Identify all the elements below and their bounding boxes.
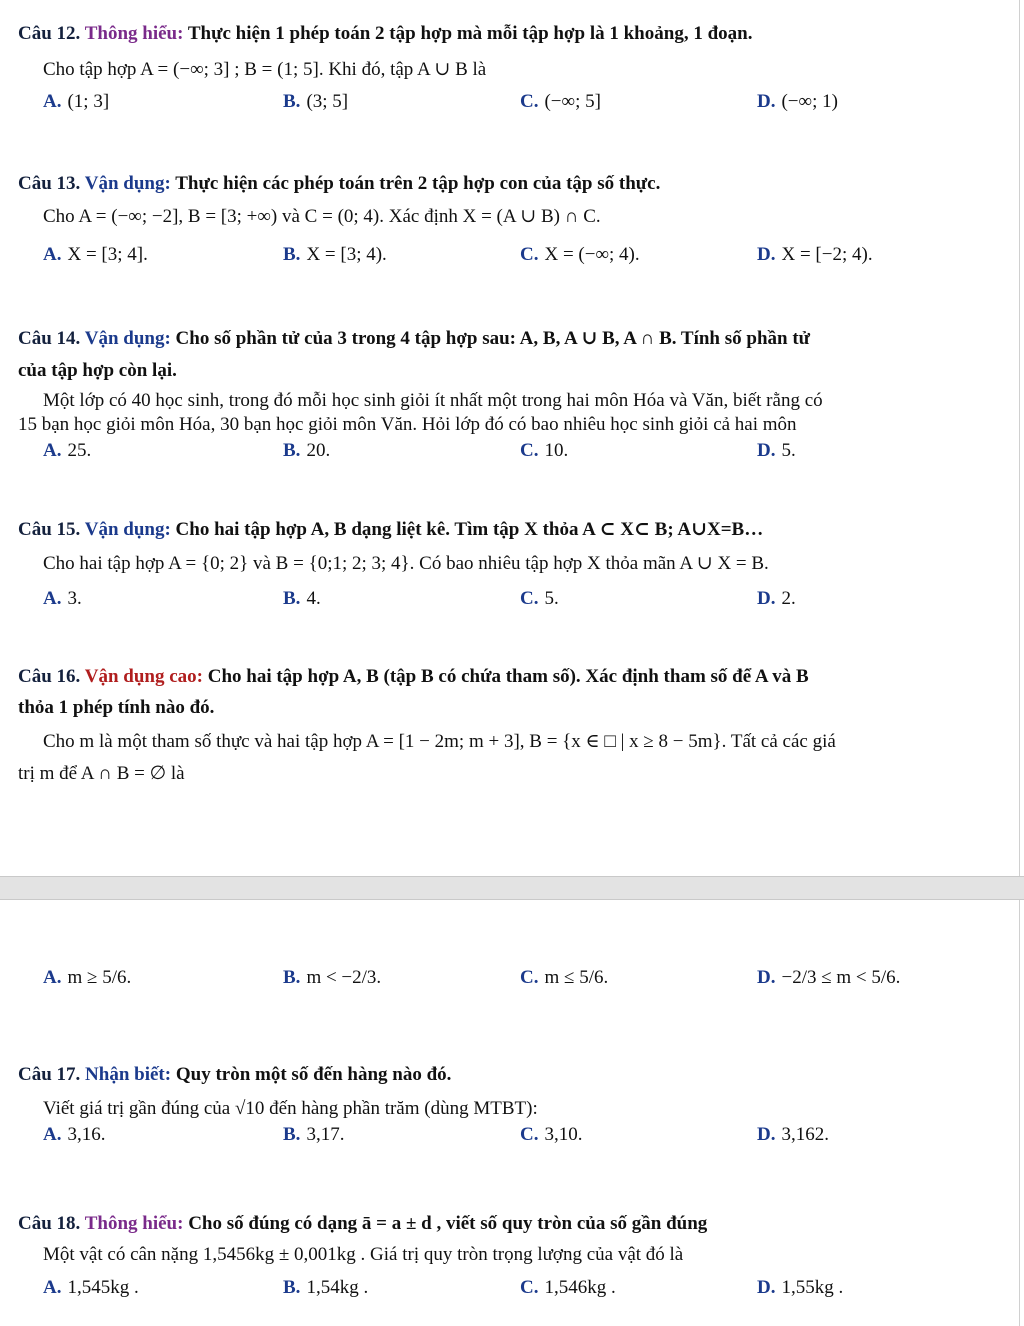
question-18-body: Một vật có cân nặng 1,5456kg ± 0,001kg . Giá trị quy tròn trọng lượng của vật đó là xyxy=(43,1244,684,1265)
option-letter: C. xyxy=(520,244,539,265)
option-letter: B. xyxy=(283,440,301,461)
option-text: m ≤ 5/6. xyxy=(544,967,609,988)
option-letter: B. xyxy=(283,967,301,988)
question-level: Vận dụng cao: xyxy=(84,666,203,687)
option-letter: A. xyxy=(43,244,62,265)
question-13-title xyxy=(18,172,660,196)
question-14-title xyxy=(18,327,810,351)
question-number: Câu 13. xyxy=(18,173,81,194)
question-number: Câu 14. xyxy=(18,328,81,349)
question-18-title xyxy=(18,1212,707,1236)
option-letter: D. xyxy=(757,440,776,461)
option-letter: C. xyxy=(520,1124,539,1145)
question-15-title xyxy=(18,518,763,542)
question-12-option-d[interactable] xyxy=(757,90,838,114)
question-16-option-b[interactable] xyxy=(283,966,381,990)
option-letter: D. xyxy=(757,1277,776,1298)
question-14-body-line-1: Một lớp có 40 học sinh, trong đó mỗi học sinh giỏi ít nhất một trong hai môn Hóa và Văn, biết rằng có xyxy=(43,390,823,411)
option-text: 3,16. xyxy=(67,1124,106,1145)
option-text: m ≥ 5/6. xyxy=(67,967,132,988)
option-text: 25. xyxy=(67,440,92,461)
question-12-title xyxy=(18,22,752,46)
question-14-option-a[interactable] xyxy=(43,439,91,463)
option-letter: C. xyxy=(520,1277,539,1298)
question-topic: Cho số đúng có dạng ā = a ± d , viết số quy tròn của số gần đúng xyxy=(183,1213,708,1234)
option-text: (1; 3] xyxy=(67,91,110,112)
question-15-option-c[interactable] xyxy=(520,587,559,611)
option-text: 2. xyxy=(781,588,796,609)
question-level: Thông hiểu: xyxy=(84,1213,184,1234)
question-number: Câu 16. xyxy=(18,666,81,687)
question-17-title xyxy=(18,1063,451,1087)
question-13-option-b[interactable] xyxy=(283,243,387,267)
question-15-option-d[interactable] xyxy=(757,587,796,611)
question-12-option-b[interactable] xyxy=(283,90,348,114)
option-text: (3; 5] xyxy=(306,91,349,112)
option-letter: A. xyxy=(43,91,62,112)
option-text: 1,546kg . xyxy=(544,1277,616,1298)
option-text: m < −2/3. xyxy=(306,967,382,988)
question-18-option-d[interactable] xyxy=(757,1276,843,1300)
option-letter: A. xyxy=(43,967,62,988)
option-letter: A. xyxy=(43,440,62,461)
question-17-option-b[interactable] xyxy=(283,1123,344,1147)
option-letter: D. xyxy=(757,91,776,112)
question-16-option-c[interactable] xyxy=(520,966,608,990)
option-letter: D. xyxy=(757,244,776,265)
option-letter: C. xyxy=(520,967,539,988)
option-letter: C. xyxy=(520,91,539,112)
question-18-option-c[interactable] xyxy=(520,1276,616,1300)
option-text: 5. xyxy=(544,588,559,609)
option-text: 1,545kg . xyxy=(67,1277,139,1298)
option-text: X = [−2; 4). xyxy=(781,244,873,265)
question-topic: Cho hai tập hợp A, B dạng liệt kê. Tìm tập X thỏa A ⊂ X⊂ B; A∪X=B… xyxy=(170,519,764,540)
question-topic: Cho hai tập hợp A, B (tập B có chứa tham số). Xác định tham số để A và B xyxy=(202,666,809,687)
question-number: Câu 18. xyxy=(18,1213,81,1234)
question-17-option-a[interactable] xyxy=(43,1123,105,1147)
question-17-body: Viết giá trị gần đúng của √10 đến hàng phần trăm (dùng MTBT): xyxy=(43,1098,538,1119)
option-letter: B. xyxy=(283,244,301,265)
question-topic: Thực hiện 1 phép toán 2 tập hợp mà mỗi tập hợp là 1 khoảng, 1 đoạn. xyxy=(183,23,753,44)
question-number: Câu 12. xyxy=(18,23,81,44)
option-letter: A. xyxy=(43,1277,62,1298)
question-17-option-d[interactable] xyxy=(757,1123,829,1147)
question-level: Vận dụng: xyxy=(84,328,171,349)
option-text: 20. xyxy=(306,440,331,461)
question-15-body: Cho hai tập hợp A = {0; 2} và B = {0;1; 2; 3; 4}. Có bao nhiêu tập hợp X thỏa mãn A ∪ X = B. xyxy=(43,553,769,574)
question-14-option-b[interactable] xyxy=(283,439,330,463)
question-12-option-c[interactable] xyxy=(520,90,601,114)
question-18-option-a[interactable] xyxy=(43,1276,139,1300)
question-level: Thông hiểu: xyxy=(84,23,184,44)
option-letter: A. xyxy=(43,1124,62,1145)
question-14-title-cont: của tập hợp còn lại. xyxy=(18,360,177,381)
question-level: Nhận biết: xyxy=(85,1064,172,1085)
option-text: 10. xyxy=(544,440,569,461)
question-15-option-b[interactable] xyxy=(283,587,321,611)
question-12-body: Cho tập hợp A = (−∞; 3] ; B = (1; 5]. Khi đó, tập A ∪ B là xyxy=(43,59,487,80)
option-letter: D. xyxy=(757,588,776,609)
option-text: 1,55kg . xyxy=(781,1277,844,1298)
option-letter: B. xyxy=(283,1277,301,1298)
question-13-body: Cho A = (−∞; −2], B = [3; +∞) và C = (0; 4). Xác định X = (A ∪ B) ∩ C. xyxy=(43,206,601,227)
question-number: Câu 15. xyxy=(18,519,81,540)
question-number: Câu 17. xyxy=(18,1064,81,1085)
option-letter: D. xyxy=(757,1124,776,1145)
question-12-option-a[interactable] xyxy=(43,90,109,114)
page-break-band xyxy=(0,876,1024,900)
option-letter: D. xyxy=(757,967,776,988)
option-letter: B. xyxy=(283,91,301,112)
option-text: 3,10. xyxy=(544,1124,583,1145)
option-text: 3. xyxy=(67,588,82,609)
question-topic: Thực hiện các phép toán trên 2 tập hợp con của tập số thực. xyxy=(170,173,661,194)
option-text: X = (−∞; 4). xyxy=(544,244,640,265)
question-16-body-line-2: trị m để A ∩ B = ∅ là xyxy=(18,763,185,784)
option-letter: A. xyxy=(43,588,62,609)
option-letter: C. xyxy=(520,588,539,609)
question-level: Vận dụng: xyxy=(84,519,171,540)
question-topic: Quy tròn một số đến hàng nào đó. xyxy=(171,1064,452,1085)
option-letter: C. xyxy=(520,440,539,461)
option-text: X = [3; 4]. xyxy=(67,244,148,265)
option-text: 4. xyxy=(306,588,321,609)
question-16-body-line-1: Cho m là một tham số thực và hai tập hợp A = [1 − 2m; m + 3], B = {x ∈ □ | x ≥ 8 − 5m}. Tất cả các giá xyxy=(43,731,836,752)
question-16-title-cont: thỏa 1 phép tính nào đó. xyxy=(18,697,215,718)
option-text: (−∞; 5] xyxy=(544,91,601,112)
option-text: 5. xyxy=(781,440,796,461)
question-16-option-a[interactable] xyxy=(43,966,131,990)
question-15-option-a[interactable] xyxy=(43,587,82,611)
question-18-option-b[interactable] xyxy=(283,1276,368,1300)
option-text: X = [3; 4). xyxy=(306,244,387,265)
option-letter: B. xyxy=(283,588,301,609)
question-14-option-d[interactable] xyxy=(757,439,796,463)
question-13-option-d[interactable] xyxy=(757,243,873,267)
question-16-option-d[interactable] xyxy=(757,966,900,990)
question-level: Vận dụng: xyxy=(84,173,171,194)
option-text: (−∞; 1) xyxy=(781,91,838,112)
option-text: 1,54kg . xyxy=(306,1277,369,1298)
question-topic: Cho số phần tử của 3 trong 4 tập hợp sau: A, B, A ∪ B, A ∩ B. Tính số phần tử xyxy=(170,328,811,349)
option-text: 3,162. xyxy=(781,1124,829,1145)
option-text: 3,17. xyxy=(306,1124,345,1145)
question-13-option-c[interactable] xyxy=(520,243,640,267)
question-14-body-line-2: 15 bạn học giỏi môn Hóa, 30 bạn học giỏi môn Văn. Hỏi lớp đó có bao nhiêu học sinh giỏi cả hai môn xyxy=(18,414,797,435)
option-text: −2/3 ≤ m < 5/6. xyxy=(781,967,901,988)
question-14-option-c[interactable] xyxy=(520,439,568,463)
question-16-title xyxy=(18,665,809,689)
question-17-option-c[interactable] xyxy=(520,1123,582,1147)
page-edge xyxy=(1019,0,1020,1326)
option-letter: B. xyxy=(283,1124,301,1145)
question-13-option-a[interactable] xyxy=(43,243,148,267)
